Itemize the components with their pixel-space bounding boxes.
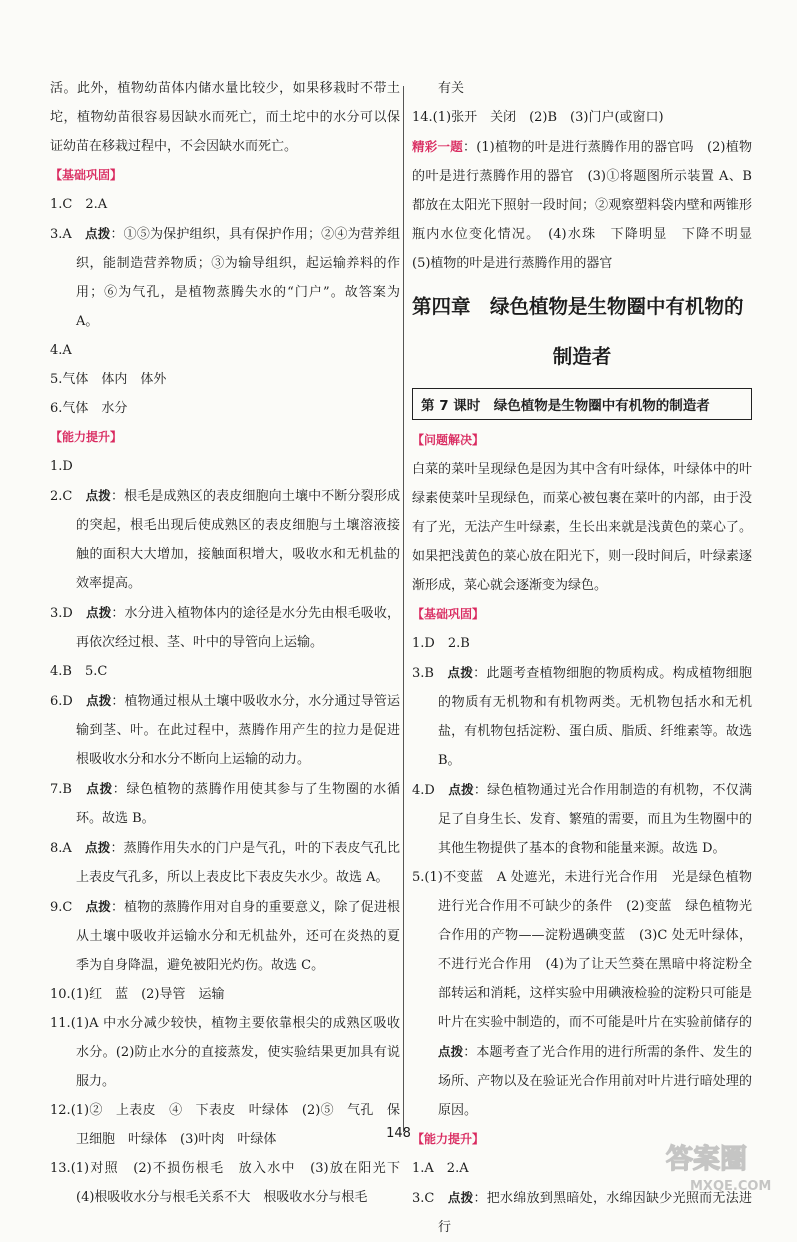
keyword-label: 点拨	[85, 899, 111, 914]
answer-line: 5.气体 体内 体外	[50, 372, 167, 387]
keyword-label: 点拨	[447, 1190, 474, 1205]
answer-item	[50, 598, 400, 657]
answer-number: 3.C	[412, 1191, 448, 1206]
keyword-label: 点拨	[86, 781, 113, 796]
answer-text: (1)对照 (2)不损伤根毛 放入水中 (3)放在阳光下 (4)根吸收水分与根毛关系不大 根吸收水分与根毛	[70, 1161, 414, 1205]
answer-number: 4.D	[412, 783, 449, 798]
column-divider	[403, 86, 404, 1132]
answer-text: ：(1)植物的叶是进行蒸腾作用的器官吗 (2)植物的叶是进行蒸腾作用的器官 (3)①将题图所示装置 A、B 都放在太阳光下照射一段时间；②观察塑料袋内壁和两锥形瓶内水位变化情况。 (4)水珠 下降明显 下降不明显 (5)植物的叶是进行蒸腾作用的器官	[412, 140, 766, 271]
section-heading: 【基础巩固】	[412, 607, 485, 621]
answer-item	[50, 892, 400, 980]
answer-number: 2.C	[50, 489, 86, 504]
keyword-label: 点拨	[438, 1044, 464, 1059]
answer-text: ：绿色植物通过光合作用制造的有机物，不仅满足了自身生长、发育、繁殖的需要，而且为生物圈中的其他生物提供了基本的食物和能量来源。故选 D。	[438, 783, 752, 856]
answer-item	[412, 132, 766, 278]
answer-number: 3.A	[50, 227, 86, 242]
answer-text: ：①⑤为保护组织，具有保护作用；②④为营养组织，能制造营养物质；③为输导组织，起运输养料的作用；⑥为气孔，是植物蒸腾失水的“门户”。故答案为 A。	[76, 227, 400, 329]
answer-text: ：根毛是成熟区的表皮细胞向土壤中不断分裂形成的突起，根毛出现后使成熟区的表皮细胞与土壤溶液接触的面积大大增加，接触面积增大，吸收水和无机盐的效率提高。	[76, 489, 400, 591]
answer-text: ：绿色植物的蒸腾作用使其参与了生物圈的水循环。故选 B。	[76, 782, 400, 826]
keyword-label: 点拨	[86, 605, 112, 620]
section-heading: 【基础巩固】	[50, 168, 123, 182]
answer-line: 1.D	[50, 459, 73, 474]
answer-item	[50, 686, 400, 774]
answer-item	[50, 1096, 400, 1154]
answer-line: 1.C 2.A	[50, 197, 108, 212]
answer-text: (1)A 中水分减少较快，植物主要依靠根尖的成熟区吸收水分。(2)防止水分的直接蒸发，使实验结果更加具有说服力。	[70, 1016, 400, 1089]
answer-number: 3.D	[50, 606, 87, 621]
section-heading: 【问题解决】	[412, 433, 485, 447]
answer-number: 8.A	[50, 841, 86, 856]
keyword-label: 点拨	[85, 226, 111, 241]
answer-item	[50, 1009, 400, 1096]
answer-text: ：蒸腾作用失水的门户是气孔，叶的下表皮气孔比上表皮气孔多，所以上表皮比下表皮失水少。故选 A。	[76, 841, 400, 885]
answer-item	[50, 833, 400, 892]
answer-item	[412, 775, 752, 863]
page-number: 148	[386, 1126, 411, 1141]
keyword-label: 点拨	[86, 693, 112, 708]
answer-number: 5.	[412, 870, 425, 885]
answer-line: 1.D 2.B	[412, 636, 470, 651]
keyword-label: 点拨	[448, 782, 474, 797]
answer-line: 4.B 5.C	[50, 664, 108, 679]
chapter-title-line2: 制造者	[552, 345, 612, 368]
answer-item	[50, 774, 400, 833]
keyword-label: 点拨	[85, 488, 111, 503]
section-heading: 【能力提升】	[412, 1132, 485, 1146]
answer-number: 12.	[50, 1103, 71, 1118]
right-column	[412, 74, 766, 1242]
answer-text: ：此题考查植物细胞的物质构成。构成植物细胞的物质有无机物和有机物两类。无机物包括水和无机盐，有机物包括淀粉、蛋白质、脂质、纤维素等。故选 B。	[438, 666, 752, 768]
answer-number: 9.C	[50, 900, 86, 915]
answer-text: ：把水绵放到黑暗处，水绵因缺少光照而无法进行	[438, 1191, 752, 1235]
answer-number: 3.B	[412, 666, 448, 681]
answer-text: ：植物的蒸腾作用对自身的重要意义，除了促进根从土壤中吸收并运输水分和无机盐外，还可在炎热的夏季为自身降温，避免被阳光灼伤。故选 C。	[76, 900, 400, 973]
answer-text: (1)不变蓝 A 处遮光，未进行光合作用 光是绿色植物进行光合作用不可缺少的条件 (2)变蓝 绿色植物光合作用的产物——淀粉遇碘变蓝 (3)C 处无叶绿体，不进行光合作用 (4)为了让天竺葵在黑暗中将淀粉全部转运和消耗，这样实验中用碘液检验的淀粉只可能是叶片在实验中制造的，而不可能是叶片在实验前储存的	[424, 870, 766, 1030]
chapter-title-line1: 第四章 绿色植物是生物圈中有机物的	[412, 295, 744, 318]
answer-line: 白菜的菜叶呈现绿色是因为其中含有叶绿体，叶绿体中的叶绿素使菜叶呈现绿色，而菜心被包裹在菜叶的内部，由于没有了光，无法产生叶绿素，生长出来就是浅黄色的菜心了。如果把浅黄色的菜心放在阳光下，则一段时间后，叶绿素逐渐形成，菜心就会逐渐变为绿色。	[412, 462, 752, 593]
watermark-logo	[662, 1136, 786, 1194]
keyword-label: 精彩一题	[412, 139, 464, 154]
answer-number: 7.B	[50, 782, 87, 797]
answer-line: 14.(1)张开 关闭 (2)B (3)门户(或窗口)	[412, 110, 664, 125]
answer-text: (1)② 上表皮 ④ 下表皮 叶绿体 (2)⑤ 气孔 保卫细胞 叶绿体 (3)叶肉 叶绿体	[70, 1103, 400, 1147]
watermark-title: 答案圈	[666, 1144, 747, 1175]
answer-number: 6.D	[50, 694, 87, 709]
answer-item	[50, 219, 400, 336]
answer-number: 11.	[50, 1016, 71, 1031]
answer-text: ：本题考查了光合作用的进行所需的条件、发生的场所、产物以及在验证光合作用前对叶片进行暗处理的原因。	[438, 1045, 752, 1118]
answer-item	[50, 1154, 414, 1212]
chapter-title	[412, 292, 752, 372]
watermark-url: MXQE.COM	[690, 1179, 772, 1194]
answer-number: 13.	[50, 1161, 71, 1176]
answer-line: 1.A 2.A	[412, 1161, 469, 1176]
answer-line: 10.(1)红 蓝 (2)导管 运输	[50, 987, 225, 1002]
section-heading: 【能力提升】	[50, 430, 123, 444]
answer-text: ：植物通过根从土壤中吸收水分，水分通过导管运输到茎、叶。在此过程中，蒸腾作用产生的拉力是促进根吸收水分和水分不断向上运输的动力。	[76, 694, 400, 767]
answer-line: 活。此外，植物幼苗体内储水量比较少，如果移栽时不带土坨，植物幼苗很容易因缺水而死亡，而土坨中的水分可以保证幼苗在移栽过程中，不会因缺水而死亡。	[50, 81, 400, 154]
keyword-label: 点拨	[85, 840, 111, 855]
answer-item	[412, 863, 766, 1125]
answer-line: 4.A	[50, 343, 72, 358]
answer-line: 有关	[438, 81, 465, 96]
answer-line: 6.气体 水分	[50, 401, 128, 416]
answer-item	[412, 658, 752, 775]
answer-text: ：水分进入植物体内的途径是水分先由根毛吸收，再依次经过根、茎、叶中的导管向上运输。	[76, 606, 400, 650]
answer-item	[50, 481, 400, 598]
keyword-label: 点拨	[447, 665, 474, 680]
lesson-title: 第 7 课时 绿色植物是生物圈中有机物的制造者	[412, 388, 752, 420]
left-column	[50, 74, 414, 1212]
